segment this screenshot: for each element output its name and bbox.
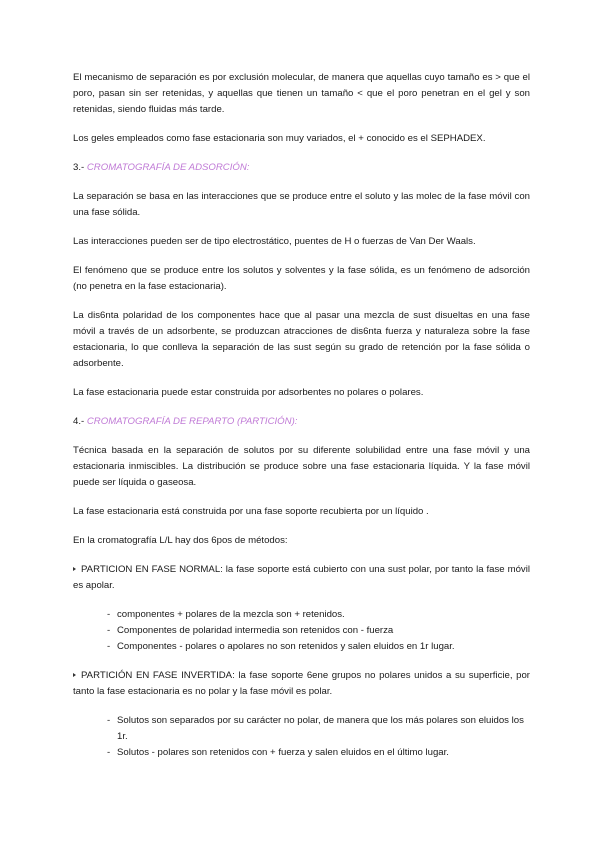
paragraph-polarity: La dis6nta polaridad de los componentes hace que al pasar una mezcla de sust disueltas en una fase móvil a través de un adsorbente, se produzcan atracciones de dis6nta fuerza y naturaleza sobre la fase estacionaria, lo que conlleva la separación de las sust según su grado de retención por la fase sólida o adsorbente.: [73, 310, 530, 369]
document-page: [73, 70, 530, 774]
heading-title: CROMATOGRAFÍA DE REPARTO (PARTICIÓN):: [86, 416, 298, 427]
list-item: - componentes + polares de la mezcla son + retenidos.: [107, 607, 530, 623]
bullet-fase-normal: [73, 562, 530, 594]
paragraph-separation: La separación se basa en las interacciones que se produce entre el soluto y las molec de la fase móvil con una fase sólida.: [73, 191, 530, 218]
heading-number: 3.-: [73, 162, 85, 173]
paragraph-exclusion-mechanism: El mecanismo de separación es por exclusión molecular, de manera que aquellas cuyo tamaño es > que el poro, pasan sin ser retenidas, y aquellas que tienen un tamaño < que el poro penetran en el gel y son retenidas, siendo fluidas más tarde.: [73, 72, 530, 115]
list-item: - Componentes de polaridad intermedia son retenidos con - fuerza: [107, 623, 530, 639]
triangle-bullet-icon: [73, 673, 76, 677]
bullet-text: PARTICIÓN EN FASE INVERTIDA: la fase soporte 6ene grupos no polares unidos a su superficie, por tanto la fase estacionaria es no polar y la fase móvil es polar.: [73, 670, 530, 697]
heading-adsorcion: [73, 160, 530, 176]
paragraph-gels: Los geles empleados como fase estacionaria son muy variados, el + conocido es el SEPHADEX.: [73, 133, 486, 144]
paragraph-technique: Técnica basada en la separación de solutos por su diferente solubilidad entre una fase móvil y una estacionaria inmiscibles. La distribución se produce sobre una fase estacionaria líquida. Y la fase móvil puede ser líquida o gaseosa.: [73, 445, 530, 488]
paragraph-phenomenon: El fenómeno que se produce entre los solutos y solventes y la fase sólida, es un fenómeno de adsorción (no penetra en la fase estacionaria).: [73, 265, 530, 292]
list-item: - Solutos - polares son retenidos con + fuerza y salen eluidos en el último lugar.: [107, 745, 530, 761]
paragraph-stationary-phase: La fase estacionaria puede estar construida por adsorbentes no polares o polares.: [73, 387, 424, 398]
heading-number: 4.-: [73, 416, 85, 427]
paragraph-methods: En la cromatografía L/L hay dos 6pos de métodos:: [73, 535, 288, 546]
list-fase-normal: [73, 607, 530, 655]
bullet-fase-invertida: [73, 668, 530, 700]
list-item: - Componentes - polares o apolares no son retenidos y salen eluidos en 1r lugar.: [107, 639, 530, 655]
paragraph-interactions: Las interacciones pueden ser de tipo electrostático, puentes de H o fuerzas de Van Der Waals.: [73, 236, 476, 247]
triangle-bullet-icon: [73, 567, 76, 571]
list-item: - Solutos son separados por su carácter no polar, de manera que los más polares son eluidos los 1r.: [107, 713, 530, 745]
bullet-text: PARTICION EN FASE NORMAL: la fase soporte está cubierto con una sust polar, por tanto la fase móvil es apolar.: [73, 564, 530, 591]
heading-title: CROMATOGRAFÍA DE ADSORCIÓN:: [86, 162, 250, 173]
heading-reparto: [73, 414, 530, 430]
paragraph-support: La fase estacionaria está construida por una fase soporte recubierta por un líquido .: [73, 506, 429, 517]
list-fase-invertida: [73, 713, 530, 761]
